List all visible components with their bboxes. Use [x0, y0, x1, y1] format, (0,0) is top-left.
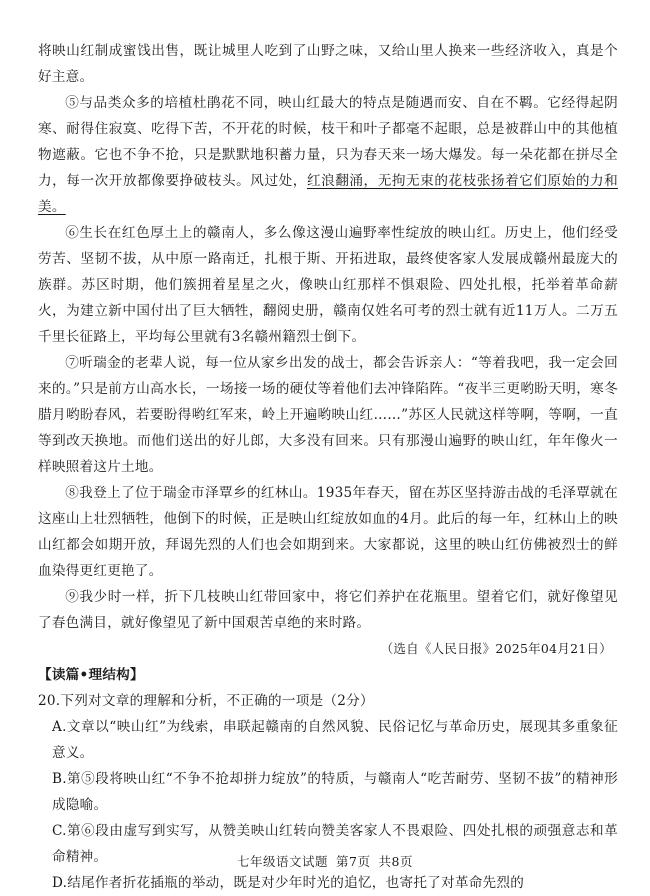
paragraph-9: ⑨我少时一样，折下几枝映山红带回家中，将它们养护在花瓶里。望着它们，就好像望见了春色满目，就好像望见了新中国艰苦卓绝的来时路。 — [38, 589, 618, 631]
option-d: D.结尾作者折花插瓶的举动，既是对少年时光的追忆，也寄托了对革命先烈的 — [52, 875, 525, 891]
paragraph-5 — [38, 90, 618, 220]
source-citation: （选自《人民日报》2025年04月21日） — [380, 641, 612, 656]
footer-subject: 七年级语文试题 — [237, 854, 329, 869]
footer-total: 共8页 — [378, 854, 413, 869]
underlined-sentence: 红浪翻涌，无拘无束的花枝张扬着它们原始的力和美。 — [38, 173, 619, 215]
option-b: B.第⑤段将映山红“不争不抢却拼力绽放”的特质，与赣南人“吃苦耐劳、坚韧不拔”的精神形成隐喻。 — [52, 771, 618, 813]
paragraph-lead: 将映山红制成蜜饯出售，既让城里人吃到了山野之味，又给山里人换来一些经济收入，真是个好主意。 — [38, 43, 618, 85]
passage-body — [38, 38, 618, 896]
section-header: 【读篇•理结构】 — [38, 667, 144, 683]
page-footer — [0, 852, 650, 870]
footer-page: 第7页 — [336, 854, 371, 869]
paragraph-5-text: ⑤与品类众多的培植杜鹃花不同，映山红最大的特点是随遇而安、自在不羁。它经得起阴寒、耐得住寂寞、吃得下苦，不开花的时候，枝干和叶子都毫不起眼，总是被群山中的其他植物遮蔽。它也不争不抢，只是默默地积蓄力量，只为春天来一场大爆发。每一朵花都在拼尽全力，每一次开放都像要挣破枝头。风过处， — [38, 95, 618, 189]
paragraph-8: ⑧我登上了位于瑞金市泽覃乡的红林山。1935年春天，留在苏区坚持游击战的毛泽覃就在这座山上壮烈牺牲，他倒下的时候，正是映山红绽放如血的4月。此后的每一年，红林山上的映山红都会如期开放，拜谒先烈的人们也会如期到来。大家都说，这里的映山红仿佛被烈士的鲜血染得更红更艳了。 — [38, 485, 618, 579]
question-20: 20.下列对文章的理解和分析，不正确的一项是（2分） — [38, 693, 374, 709]
option-c: C.第⑥段由虚写到实写，从赞美映山红转向赞美客家人不畏艰险、四处扎根的顽强意志和革命精神。 — [52, 823, 618, 865]
paragraph-7: ⑦听瑞金的老辈人说，每一位从家乡出发的战士，都会告诉亲人：“等着我吧，我一定会回来的。”只是前方山高水长，一场接一场的硬仗等着他们去冲锋陷阵。“夜半三更哟盼天明，寒冬腊月哟盼春风，若要盼得哟红军来，岭上开遍哟映山红……”苏区人民就这样等啊，等啊，一直等到改天换地。而他们送出的好儿郎，大多没有回来。只有那漫山遍野的映山红，年年像火一样映照着这片土地。 — [38, 355, 618, 475]
option-a: A.文章以“映山红”为线索，串联起赣南的自然风貌、民俗记忆与革命历史，展现其多重象征意义。 — [52, 719, 618, 761]
paragraph-6: ⑥生长在红色厚土上的赣南人，多么像这漫山遍野率性绽放的映山红。历史上，他们经受劳苦、坚韧不拔，从中原一路南迁，扎根于斯、开拓进取，最终使客家人发展成赣州最庞大的族群。苏区时期，他们簇拥着星星之火，像映山红那样不惧艰险、四处扎根，托举着革命薪火，为建立新中国付出了巨大牺牲，翻阅史册，赣南仅姓名可考的烈士就有近11万人。二万五千里长征路上，平均每公里就有3名赣州籍烈士倒下。 — [38, 225, 618, 345]
